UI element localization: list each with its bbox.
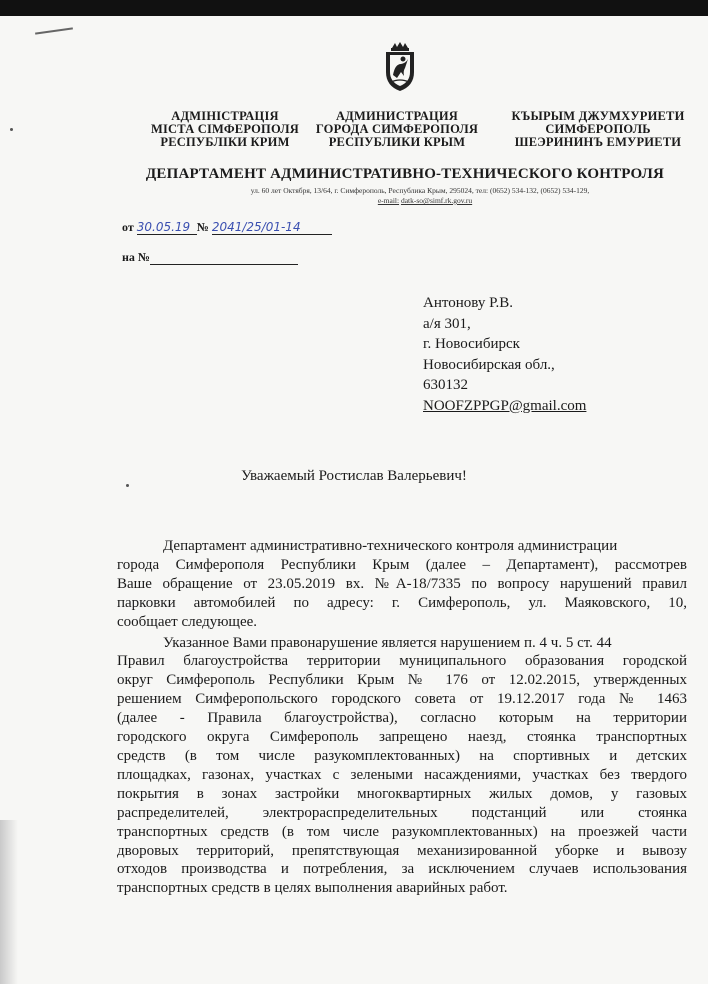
addressee-block — [423, 293, 586, 416]
body-line: решением Симферопольского городского совета от 19.12.2017 года № 1463 — [117, 691, 687, 708]
from-label: от — [122, 220, 134, 234]
department-address: ул. 60 лет Октября, 13/64, г. Симферополь, Республика Крым, 295024, тел: (0652) 534-132, (0652) 534-129, — [250, 186, 590, 195]
scan-top-border — [0, 0, 708, 16]
addressee-name: Антонову Р.В. — [423, 295, 514, 311]
body-line: Правил благоустройства территории муниципального образования городской — [117, 653, 687, 670]
body-line: транспортных средств в целях выполнения аварийных работ. — [117, 880, 508, 897]
header-russian — [308, 110, 486, 149]
header-line: ШЕЭРИНИНЪ ЕМУРИЕТИ — [514, 135, 682, 149]
header-line: АДМІНІСТРАЦІЯ — [171, 109, 279, 123]
letter-date: 30.05.19 — [137, 220, 197, 235]
addressee-region: Новосибирская обл., — [423, 356, 555, 373]
body-line: Ваше обращение от 23.05.2019 вх. №А-18/7335 по вопросу нарушений правил — [117, 575, 687, 592]
header-ukrainian — [145, 110, 305, 149]
scan-page-shadow — [0, 820, 18, 984]
department-title: ДЕПАРТАМЕНТ АДМИНИСТРАТИВНО-ТЕХНИЧЕСКОГО КОНТРОЛЯ — [145, 166, 665, 182]
number-label: № — [196, 220, 209, 234]
incoming-reference — [122, 250, 298, 265]
body-line: дворовых территорий, препятствующая механизированной уборке и вывозу — [117, 842, 687, 859]
header-line: КЪЫРЫМ ДЖУМХУРИЕТИ — [511, 109, 685, 123]
body-line: городского округа Симферополь запрещено наезд, стоянка транспортных — [117, 729, 687, 746]
letter-number: 2041/25/01-14 — [212, 220, 332, 235]
body-line: округ Симферополь Республики Крым № 176 от 12.02.2015, утвержденных — [117, 672, 687, 689]
email-label: e-mail: — [377, 196, 400, 205]
body-line: площадках, газонах, участках с зелеными насаждениями, участках без твердого — [117, 766, 687, 783]
body-line: города Симферополя Республики Крым (далее – Департамент), рассмотрев — [117, 556, 687, 573]
body-line: сообщает следующее. — [117, 613, 258, 630]
body-line: Департамент административно-технического контроля администрации — [163, 538, 618, 554]
header-line: СИМФЕРОПОЛЬ — [545, 122, 651, 136]
body-line: парковки автомобилей по адресу: г. Симферополь, ул. Маяковского, 10, — [117, 594, 687, 611]
on-number-label: на № — [122, 250, 150, 264]
body-line: Указанное Вами правонарушение является нарушением п. 4 ч. 5 ст. 44 — [163, 634, 612, 651]
body-line: распределителей, электрораспределительных подстанций или стоянка — [117, 804, 687, 821]
body-line: (далее - Правила благоустройства), согласно которым на территории — [117, 710, 687, 727]
header-line: РЕСПУБЛІКИ КРИМ — [160, 135, 290, 149]
scan-artifact-dot — [10, 128, 13, 131]
header-line: РЕСПУБЛИКИ КРЫМ — [328, 135, 466, 149]
addressee-box: а/я 301, — [423, 315, 471, 332]
addressee-zip: 630132 — [423, 377, 468, 393]
addressee-city: г. Новосибирск — [423, 336, 520, 352]
header-line: ГОРОДА СИМФЕРОПОЛЯ — [315, 122, 479, 136]
department-address-block — [160, 186, 680, 206]
department-email: datk-so@simf.rk.gov.ru — [400, 196, 473, 205]
scan-artifact-mark — [35, 27, 73, 34]
body-line: покрытия в зонах застройки многоквартирных жилых домов, у газовых — [117, 785, 687, 802]
coat-of-arms-icon — [382, 42, 418, 92]
addressee-email: NOOFZPPGP@gmail.com — [423, 397, 587, 414]
on-number-blank — [150, 252, 298, 265]
letter-body — [117, 537, 687, 898]
body-line: транспортных средств (в том числе разукомплектованных) на проезжей части — [117, 823, 687, 840]
outgoing-reference — [122, 220, 332, 235]
header-line: МІСТА СІМФЕРОПОЛЯ — [150, 122, 299, 136]
body-line: отходов производства и потребления, за исключением случаев использования — [117, 861, 687, 878]
body-line: средств (в том числе разукомплектованных) на спортивных и детских — [117, 747, 687, 764]
greeting: Уважаемый Ростислав Валерьевич! — [241, 468, 467, 484]
header-line: АДМИНИСТРАЦИЯ — [335, 109, 459, 123]
header-crimean-tatar — [498, 110, 698, 149]
